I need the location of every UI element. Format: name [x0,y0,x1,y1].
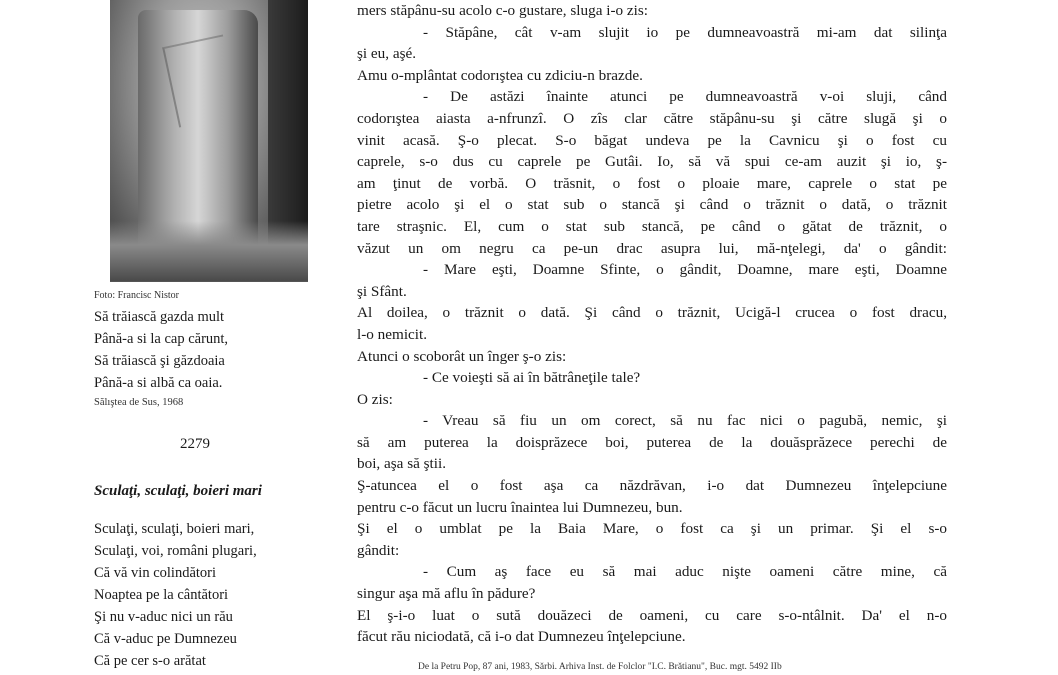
text-line: văzut un om negru ca pe-un drac asupra lui, mă-nţelegi, da' o gândit: [357,239,947,257]
verse-block-2 [94,518,257,672]
verse-line: Şi nu v-aduc nici un rău [94,609,233,625]
text-line: pietre acolo şi el o stat sub o stancă şi când o trăznit o dată, o trăznit [357,196,947,214]
text-line: vinit acasă. Ş-o plecat. S-o băgat undeva pe la Cavnicu şi o fost cu [357,131,947,149]
verse-line: Sculaţi, sculaţi, boieri mari, [94,521,255,537]
text-line: Ş-atuncea el o fost aşa ca năzdrăvan, i-o dat Dumnezeu înţelepciune [357,477,947,495]
text-line: Şi el o umblat pe la Baia Mare, o fost ca şi un primar. Şi el s-o [357,520,947,538]
text-line: pentru c-o făcut un lucru înaintea lui Dumnezeu, bun. [357,498,683,516]
photo-ground [110,221,308,281]
text-line: - De astăzi înainte atunci pe dumneavoastră v-oi sluji, când [423,88,947,106]
text-line: - Cum aş face eu să mai aduc nişte oameni către mine, că [423,563,947,581]
narrative-text [357,0,947,648]
text-line: l-o nemicit. [357,325,428,343]
verse-line: Noaptea pe la cântători [94,587,229,603]
place-date: Sălıştea de Sus, 1968 [94,397,184,408]
text-line: să am puterea la doisprăzece boi, puterea de la douăsprăzece perechi de [357,433,947,451]
verse-line: Că pe cer s-o arătat [94,653,206,669]
verse-line: Să trăiască şi găzdoaia [94,353,225,369]
verse-line: Până-a si la cap cărunt, [94,331,229,347]
text-line: mers stăpânu-su acolo c-o gustare, sluga i-o zis: [357,2,649,19]
source-note: De la Petru Pop, 87 ani, 1983, Sărbi. Arhiva Inst. de Folclor "I.C. Brătianu", Buc. mgt. 5492 IIb [418,662,782,672]
text-line: am ţinut de vorbă. O trăsnit, o fost o ploaie mare, caprele o stat pe [357,174,947,192]
song-title: Sculaţi, sculaţi, boieri mari [94,483,262,499]
text-line: făcut rău niciodată, că i-o dat Dumnezeu înţelepciune. [357,628,686,646]
photograph [110,0,308,282]
verse-line: Până-a si albă ca oaia. [94,375,223,391]
verse-block-1 [94,306,228,394]
text-line: O zis: [357,390,393,408]
text-line: - Stăpâne, cât v-am slujit io pe dumneavoastră mi-am dat silinţa [423,23,947,41]
verse-line: Că v-aduc pe Dumnezeu [94,631,237,647]
text-line: tare straşnic. El, cum o stat sub stancă, pe când o gătat de trăznit, o [357,217,947,235]
text-line: şi Sfânt. [357,282,407,300]
song-number: 2279 [180,436,210,452]
verse-line: Că vă vin colindători [94,565,217,581]
verse-line: Să trăiască gazda mult [94,309,225,325]
text-line: - Mare eşti, Doamne Sfinte, o gândit, Doamne, mare eşti, Doamne [423,261,947,279]
text-line: boi, aşa să ştii. [357,455,447,473]
text-line: - Ce voieşti să ai în bătrâneţile tale? [423,369,641,387]
text-line: - Vreau să fiu un om corect, să nu fac nici o pagubă, nemic, şi [423,412,947,430]
text-line: Amu o-mplântat codorıştea cu zdiciu-n brazde. [357,66,643,84]
text-line: El ş-i-o luat o sută douăzeci de oameni, cu care s-o-ntâlnit. Da' el n-o [357,606,947,624]
text-line: Al doilea, o trăznit o dată. Şi când o trăznit, Ucigă-l crucea o fost dracu, [357,304,947,322]
text-line: Atunci o scoborât un înger ş-o zis: [357,347,567,365]
text-line: singur aşa mă aflu în pădure? [357,585,536,603]
text-line: codorıştea aiasta a-nfrunzî. O zîs clar către stăpânu-su şi către slugă şi o [357,109,947,127]
photo-caption: Foto: Francisc Nistor [94,290,179,301]
text-line: şi eu, aşé. [357,45,417,63]
text-line: gândit: [357,541,400,559]
verse-line: Sculaţi, voi, români plugari, [94,543,257,559]
text-line: caprele, s-o dus cu caprele pe Gutâi. Io, să vă spui ce-am auzit şi io, ş- [357,153,947,171]
